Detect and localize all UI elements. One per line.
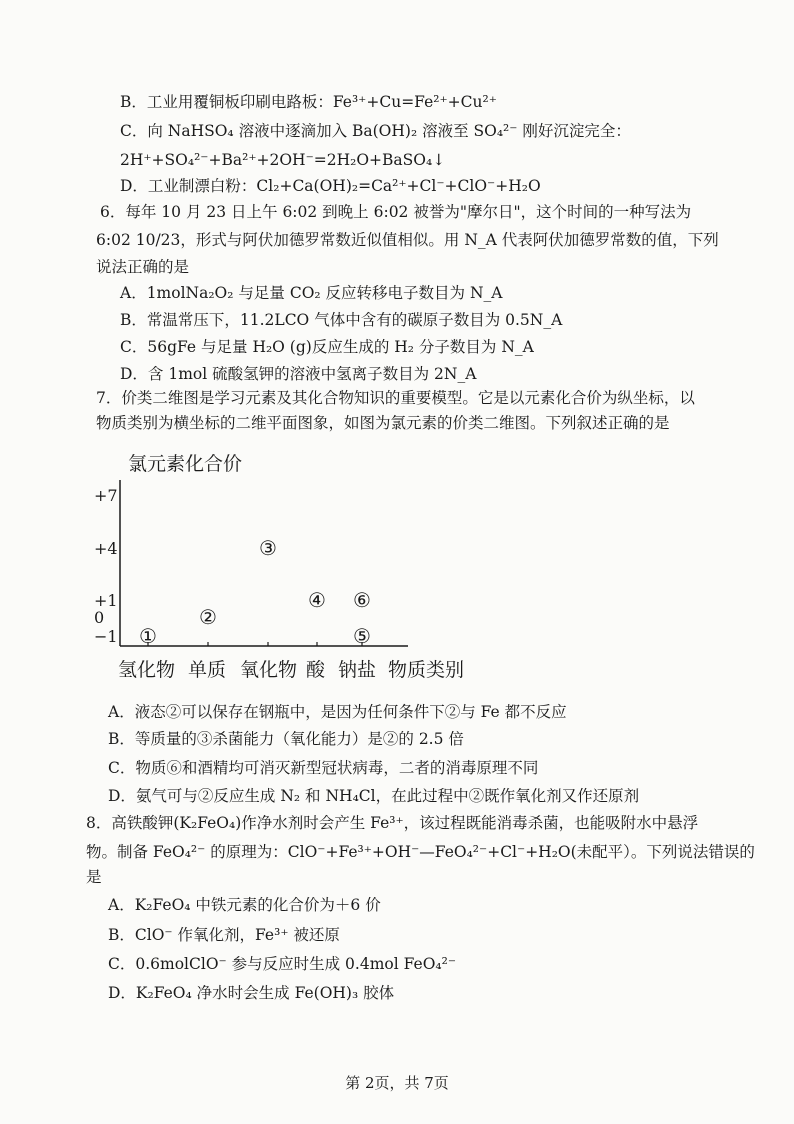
q7-stem-line2: 物质类别为横坐标的二维平面图象，如图为氯元素的价类二维图。下列叙述正确的是 [96, 414, 670, 432]
q5-option-b: B．工业用覆铜板印刷电路板：Fe³⁺+Cu=Fe²⁺+Cu²⁺ [120, 93, 497, 111]
q6-option-d: D．含 1mol 硫酸氢钾的溶液中氢离子数目为 2N_A [120, 365, 477, 383]
q6-option-c: C．56gFe 与足量 H₂O (g)反应生成的 H₂ 分子数目为 N_A [120, 338, 534, 356]
chart-y-ticks [94, 486, 118, 646]
q6-stem-line2: 6:02 10/23，形式与阿伏加德罗常数近似值相似。用 N_A 代表阿伏加德罗常数的值，下列 [96, 231, 719, 249]
q6-stem-line3: 说法正确的是 [96, 258, 190, 276]
y-tick-label: +7 [94, 486, 118, 505]
q7-option-c: C．物质⑥和酒精均可消灭新型冠状病毒，二者的消毒原理不同 [108, 759, 539, 777]
x-category-label: 酸 [306, 659, 326, 681]
q7-option-a: A．液态②可以保存在钢瓶中，是因为任何条件下②与 Fe 都不反应 [108, 703, 567, 721]
chart-point: ④ [308, 588, 326, 612]
q8-option-d: D．K₂FeO₄ 净水时会生成 Fe(OH)₃ 胶体 [108, 984, 395, 1002]
q6-stem-line1: 6．每年 10 月 23 日上午 6:02 到晚上 6:02 被誉为"摩尔日"，这个时间的一种写法为 [100, 203, 692, 221]
chart-point: ① [139, 624, 157, 648]
q5-option-c: C．向 NaHSO₄ 溶液中逐滴加入 Ba(OH)₂ 溶液至 SO₄²⁻ 刚好沉淀完全： [120, 122, 631, 140]
chart-point: ② [199, 605, 217, 629]
q5-option-c-equation: 2H⁺+SO₄²⁻+Ba²⁺+2OH⁻=2H₂O+BaSO₄↓ [120, 151, 446, 169]
q8-option-a: A．K₂FeO₄ 中铁元素的化合价为＋6 价 [108, 896, 381, 914]
page-footer: 第 2页，共 7页 [345, 1074, 449, 1092]
q8-option-b: B．ClO⁻ 作氧化剂，Fe³⁺ 被还原 [108, 926, 340, 944]
y-tick-label: +4 [94, 539, 118, 558]
chart-points [139, 536, 371, 648]
chart-point: ⑤ [353, 624, 371, 648]
chlorine-valence-chart [90, 450, 490, 690]
x-category-label: 单质 [188, 659, 227, 681]
q6-option-b: B．常温常压下，11.2LCO 气体中含有的碳原子数目为 0.5N_A [120, 311, 563, 329]
chart-point: ⑥ [353, 588, 371, 612]
y-tick-label: −1 [94, 627, 118, 646]
chart-categories [118, 659, 376, 681]
q8-stem-line2: 物。制备 FeO₄²⁻ 的原理为：ClO⁻+Fe³⁺+OH⁻—FeO₄²⁻+Cl⁻+H₂O(未配平）。下列说法错误的 [86, 843, 755, 861]
x-category-label: 氧化物 [240, 659, 298, 681]
q8-option-c: C．0.6molClO⁻ 参与反应时生成 0.4mol FeO₄²⁻ [108, 955, 457, 973]
q5-option-d: D．工业制漂白粉：Cl₂+Ca(OH)₂=Ca²⁺+Cl⁻+ClO⁻+H₂O [120, 177, 541, 195]
x-category-label: 氢化物 [118, 659, 176, 681]
q8-stem-line1: 8．高铁酸钾(K₂FeO₄)作净水剂时会产生 Fe³⁺，该过程既能消毒杀菌，也能吸附水中悬浮 [86, 814, 699, 832]
q8-stem-line3: 是 [86, 868, 102, 886]
q7-stem-line1: 7．价类二维图是学习元素及其化合物知识的重要模型。它是以元素化合价为纵坐标，以 [96, 389, 695, 407]
y-tick-label: 0 [94, 608, 105, 627]
q7-option-d: D．氨气可与②反应生成 N₂ 和 NH₄Cl，在此过程中②既作氧化剂又作还原剂 [108, 787, 640, 805]
chart-point: ③ [259, 536, 277, 560]
q6-option-a: A．1molNa₂O₂ 与足量 CO₂ 反应转移电子数目为 N_A [120, 284, 503, 302]
chart-x-title: 物质类别 [388, 659, 465, 681]
y-tick-label: +1 [94, 591, 118, 610]
x-category-label: 钠盐 [338, 659, 377, 681]
q7-option-b: B．等质量的③杀菌能力（氧化能力）是②的 2.5 倍 [108, 730, 464, 748]
chart-y-title: 氯元素化合价 [128, 453, 243, 475]
